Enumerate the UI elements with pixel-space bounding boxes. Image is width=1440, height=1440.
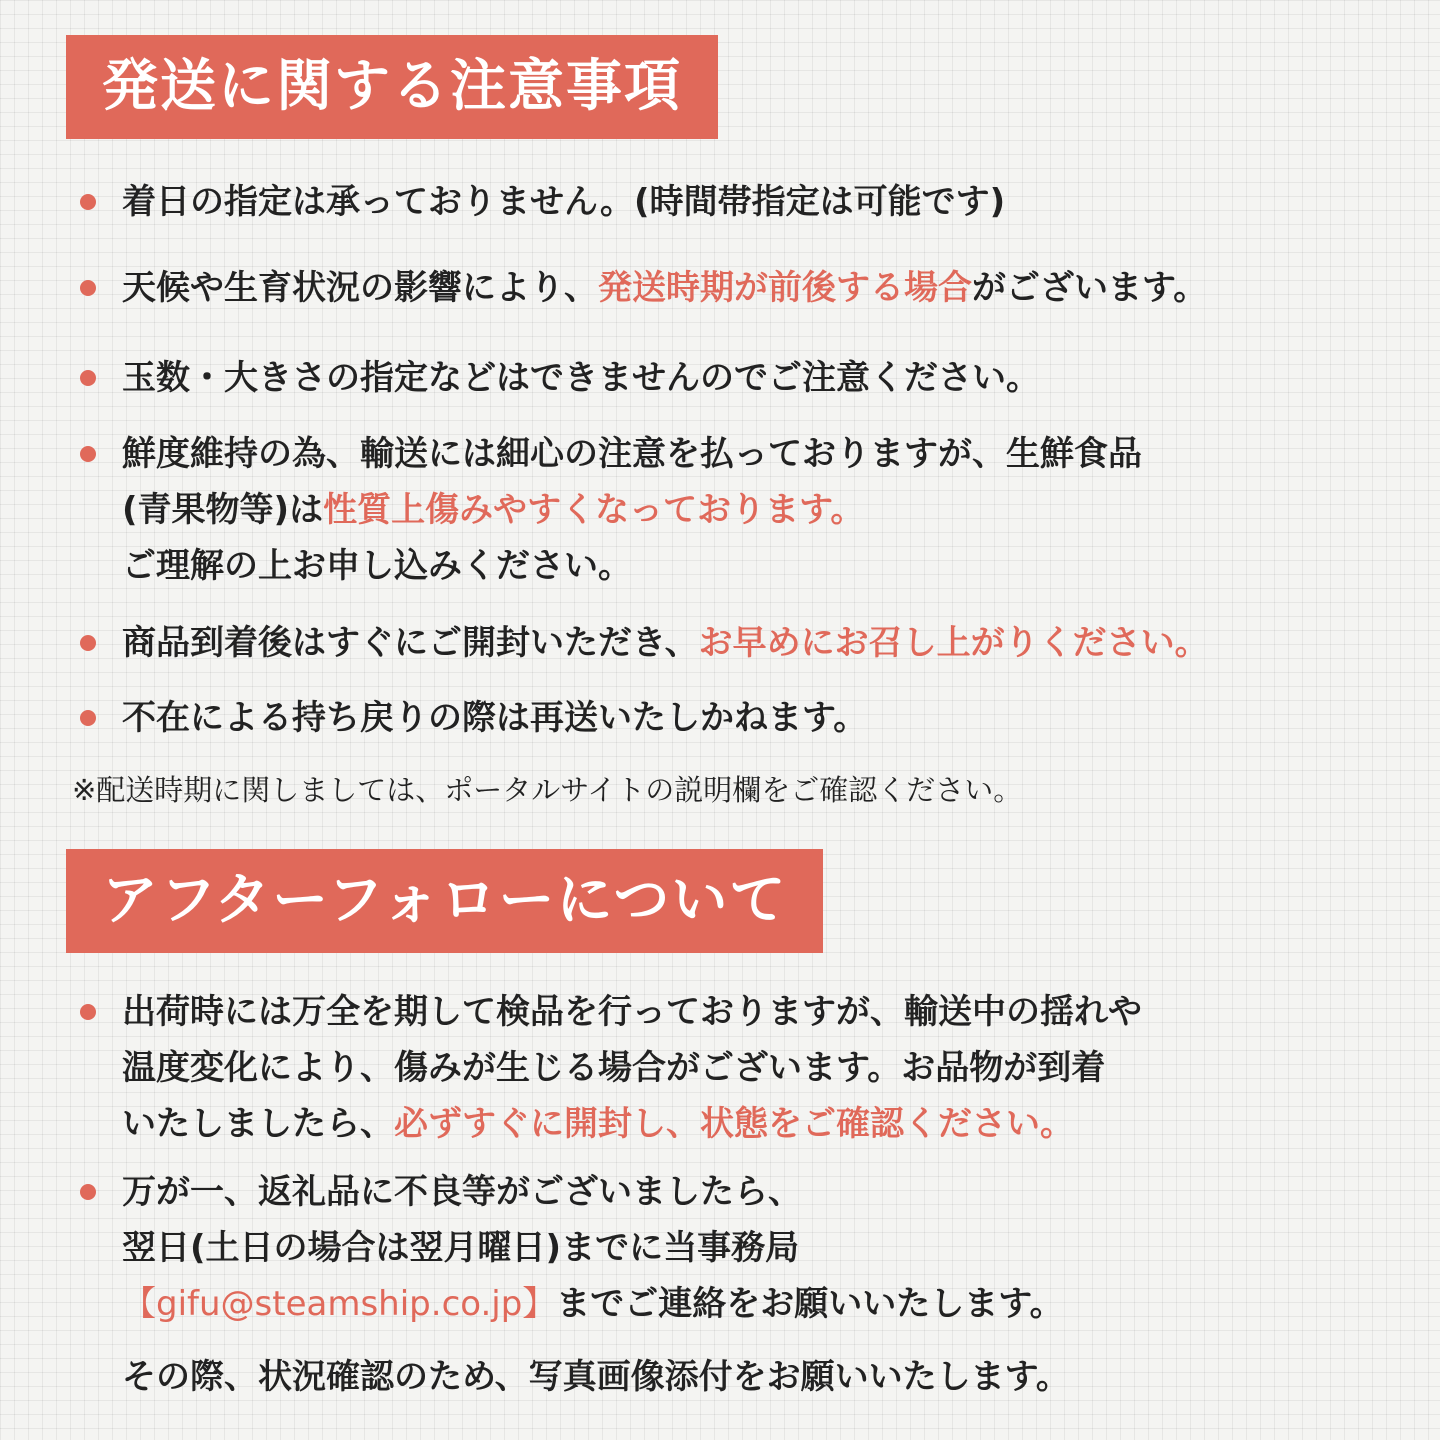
- list-item-redelivery: [122, 690, 867, 746]
- list-item-size: [122, 350, 1040, 406]
- list-item-line: [122, 1096, 1142, 1152]
- after-follow-heading: アフターフォローについて: [66, 849, 823, 953]
- list-item-text: いたしましたら、: [122, 1104, 394, 1144]
- shipping-footnote: ※配送時期に関しましては、ポータルサイトの説明欄をご確認ください。: [72, 773, 1023, 807]
- list-item-text: (青果物等)は: [122, 490, 324, 530]
- contact-email-link[interactable]: 【gifu@steamship.co.jp】: [122, 1284, 557, 1324]
- list-item-text: 玉数・大きさの指定などはできませんのでご注意ください。: [122, 358, 1040, 398]
- list-item-text: までご連絡をお願いいたします。: [556, 1284, 1064, 1324]
- list-item-delivery-date: [122, 174, 1005, 230]
- list-item-line: 鮮度維持の為、輸送には細心の注意を払っておりますが、生鮮食品: [122, 434, 1142, 474]
- list-item-text: 商品到着後はすぐにご開封いただき、: [122, 623, 699, 663]
- list-item-line: 万が一、返礼品に不良等がございましたら、: [122, 1172, 802, 1212]
- list-item-line: 温度変化により、傷みが生じる場合がございます。お品物が到着: [122, 1048, 1106, 1088]
- highlight-text: お早めにお召し上がりください。: [698, 623, 1209, 663]
- list-item-weather: [122, 260, 1207, 316]
- list-item-inspection: [122, 984, 1142, 1152]
- list-item-freshness: [122, 426, 1142, 594]
- list-item-line: ご理解の上お申し込みください。: [122, 546, 632, 586]
- list-item-line: 翌日(土日の場合は翌月曜日)までに当事務局: [122, 1228, 800, 1268]
- list-item-text: 天候や生育状況の影響により、: [122, 268, 598, 308]
- highlight-text: 発送時期が前後する場合: [598, 268, 972, 308]
- list-item-text: 不在による持ち戻りの際は再送いたしかねます。: [122, 698, 868, 738]
- highlight-text: 必ずすぐに開封し、状態をご確認ください。: [394, 1104, 1074, 1144]
- list-item-open-soon: [122, 615, 1209, 671]
- list-item-line: [122, 482, 1142, 538]
- highlight-text: 性質上傷みやすくなっております。: [323, 490, 865, 530]
- shipping-notice-heading: 発送に関する注意事項: [66, 35, 718, 139]
- list-item-text: がございます。: [972, 268, 1208, 308]
- list-item-line: 出荷時には万全を期して検品を行っておりますが、輸送中の揺れや: [122, 992, 1142, 1032]
- list-item-defect-contact: [122, 1164, 1064, 1332]
- list-item-text: 着日の指定は承っておりません。(時間帯指定は可能です): [122, 182, 1006, 222]
- photo-attach-note: その際、状況確認のため、写真画像添付をお願いいたします。: [122, 1357, 1070, 1397]
- list-item-line: [122, 1276, 1064, 1332]
